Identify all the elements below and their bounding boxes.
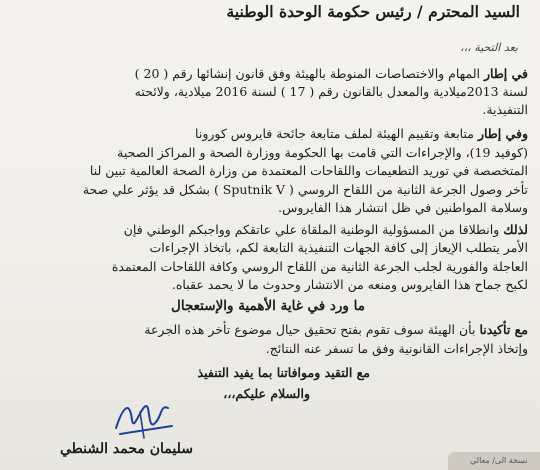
p4-lead: مع تأكيدنا — [479, 322, 528, 337]
p3-line-4: لكبح جماح هذا الفايروس ومنعه من الانتشار وحدوث ما لا يحمد عقباه. — [171, 277, 528, 292]
p2-line-3: المتخصصة في توريد التطعيمات واللقاحات المعتمدة من وزارة الصحة العالمية تبين لنا — [89, 163, 528, 178]
urgent-note: ما ورد في غاية الأهمية والإستعجال — [171, 298, 365, 314]
p4-text-1: بأن الهيئة سوف تقوم بفتح تحقيق حيال موضوع تأخر هذه الجرعة — [144, 322, 476, 337]
p4-line-1 — [10, 322, 528, 338]
closing-instruction: مع التقيد وموافاتنا بما يفيد التنفيذ — [197, 365, 370, 380]
p2-lead: وفي إطار — [477, 126, 528, 141]
addressee-heading: السيد المحترم / رئيس حكومة الوحدة الوطنية — [226, 2, 520, 21]
p3-line-3: العاجلة والفورية لجلب الجرعة الثانية من اللقاح الروسي وكافة اللقاحات المعتمدة — [111, 259, 528, 274]
handwritten-signature — [110, 398, 180, 442]
p4-line-2: وإتخاذ الإجراءات القانونية وفق ما تسفر عنه النتائج. — [265, 341, 528, 356]
p1-line-1 — [10, 66, 528, 82]
signatory-name: سليمان محمد الشنطي — [60, 441, 193, 457]
p3-lead: لذلك — [503, 222, 528, 237]
stamp-fragment-text: نسخة الى/ معالي — [470, 456, 528, 465]
closing-salutation: والسلام عليكم،،، — [223, 386, 310, 401]
p3-line-2: الأمر يتطلب الإيعاز إلى كافة الجهات التنفيذية التابعة لكم، باتخاذ الإجراءات — [149, 240, 528, 255]
p2-line-1 — [10, 126, 528, 142]
p3-text-1: وانطلاقا من المسؤولية الوطنية الملقاة علي عاتقكم وواجبكم الوطني فإن — [123, 222, 500, 237]
p1-line-2: لسنة 2013ميلادية والمعدل بالقانون رقم ( 17 ) لسنة 2016 ميلادية، ولائحته — [134, 84, 528, 99]
p2-text-1: متابعة وتقييم الهيئة لملف متابعة جائحة فايروس كورونا — [195, 126, 474, 141]
p1-text-1: المهام والاختصاصات المنوطة بالهيئة وفق قانون إنشائها رقم ( 20 ) — [134, 66, 480, 81]
p2-line-5: وسلامة المواطنين في ظل انتشار هذا الفايروس. — [278, 200, 528, 215]
greeting: بعد التحية ،،، — [460, 41, 518, 54]
p1-line-3: التنفيذية. — [482, 102, 528, 117]
p1-lead: في إطار — [483, 66, 528, 81]
p3-line-1 — [10, 222, 528, 238]
p2-line-4: تأخر وصول الجرعة الثانية من اللقاح الروسي ( Sputnik V ) بشكل قد يؤثر علي صحة — [82, 182, 528, 197]
p2-line-2: (كوفيد 19)، والإجراءات التي قامت بها الحكومة ووزارة الصحة و المراكز الصحية — [117, 145, 528, 160]
